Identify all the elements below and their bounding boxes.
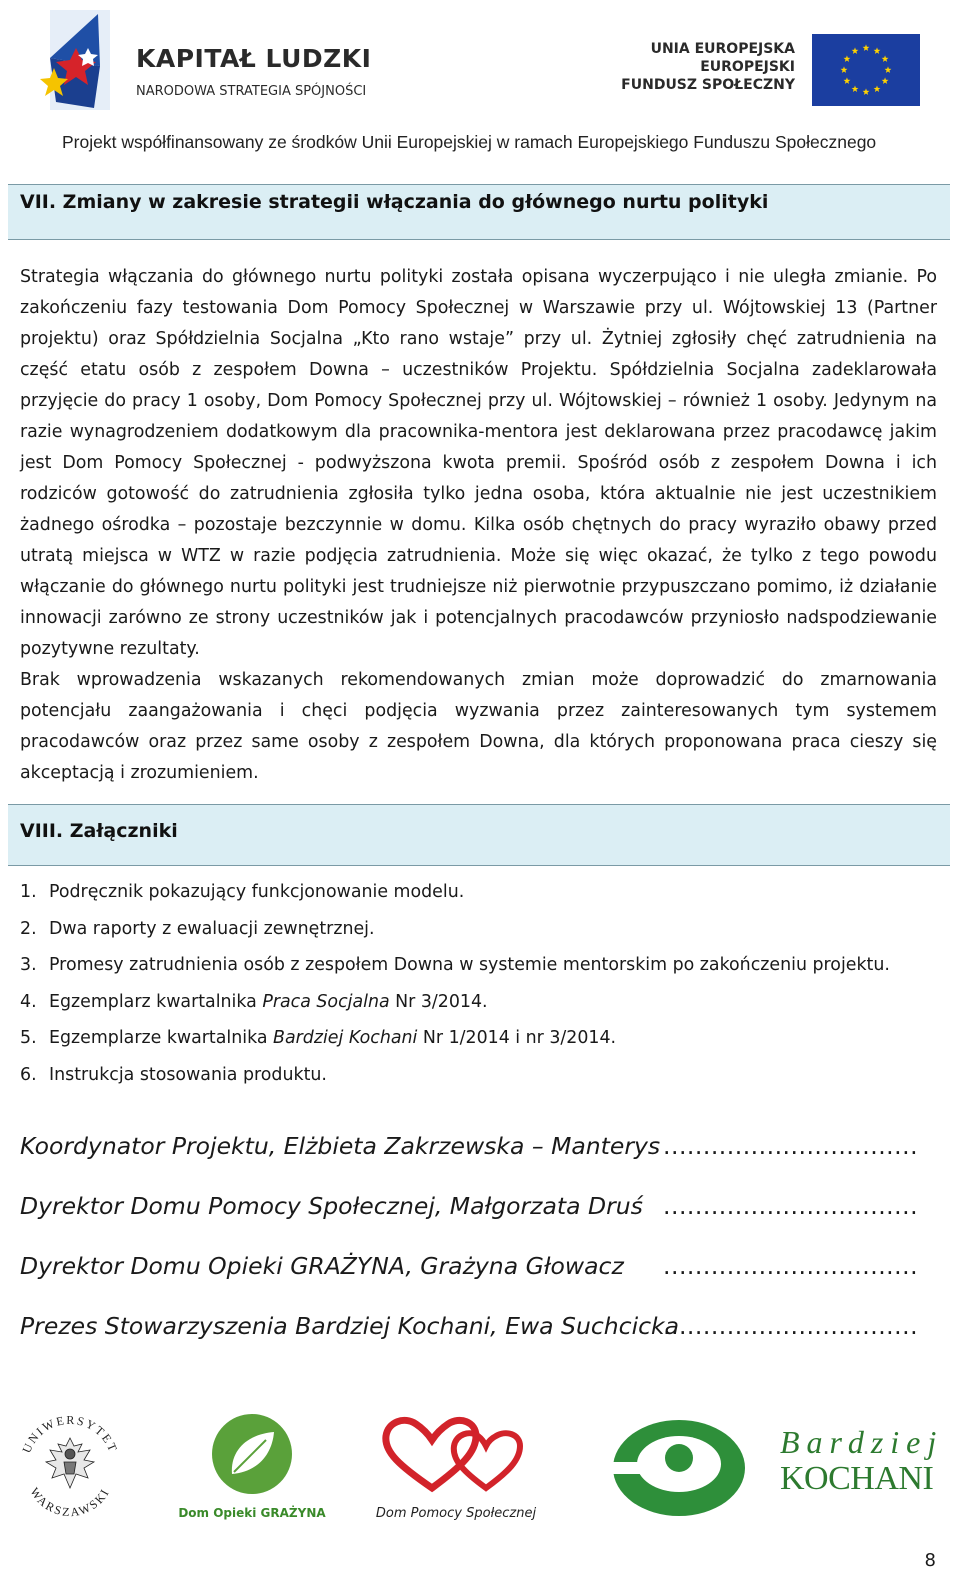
- section-7-header: [8, 184, 950, 240]
- svg-text:WARSZAWSKI: [27, 1485, 112, 1519]
- hearts-icon: [370, 1412, 542, 1498]
- eu-text: [621, 40, 795, 94]
- journal-title: Bardziej Kochani: [273, 1028, 418, 1049]
- kapital-ludzki-subtitle: NARODOWA STRATEGIA SPÓJNOŚCI: [136, 84, 367, 99]
- signature-line: [20, 1252, 940, 1292]
- dps-label: Dom Pomocy Społecznej: [375, 1506, 537, 1521]
- cofinance-note: Projekt współfinansowany ze środków Unii Europejskiej w ramach Europejskiego Funduszu Społecznego: [62, 132, 877, 152]
- page-header: [0, 0, 960, 170]
- dom-pomocy-spolecznej-logo: [370, 1412, 542, 1530]
- kapital-ludzki-title: KAPITAŁ LUDZKI: [136, 44, 372, 73]
- list-item: 5. Egzemplarze kwartalnika Bardziej Kochani Nr 1/2014 i nr 3/2014.: [20, 1028, 617, 1049]
- signature-line: [20, 1132, 940, 1172]
- list-item: 2. Dwa raporty z ewaluacji zewnętrznej.: [20, 918, 375, 939]
- signature-dots: ................................: [663, 1192, 919, 1220]
- eu-line-3: FUNDUSZ SPOŁECZNY: [621, 77, 795, 93]
- signature-line: [20, 1312, 940, 1352]
- list-item: 4. Egzemplarz kwartalnika Praca Socjalna Nr 3/2014.: [20, 991, 488, 1012]
- eu-line-1: UNIA EUROPEJSKA: [650, 41, 795, 57]
- eu-flag-icon: [812, 34, 920, 106]
- attachments-list: [20, 877, 940, 1097]
- section-8-header: [8, 804, 950, 866]
- section-7-paragraph-1: Strategia włączania do głównego nurtu polityki została opisana wyczerpująco i nie uległa zmianie. Po zakończeniu fazy testowania Dom Pomocy Społecznej w Warszawie przy ul. Wójtowskiej 13 (Partner projektu) oraz Spółdzielnia Socjalna „Kto rano wstaje” przy ul. Żytniej zgłosiły chęć zatrudnienia na część etatu osób z zespołem Downa – uczestników Projektu. Spółdzielnia Socjalna zadeklarowała przyjęcie do pracy 1 osoby, Dom Pomocy Społecznej przy ul. Wójtowskiej – również 1 osoby. Jedynym na razie wynagrodzeniem dodatkowym dla pracownika-mentora jest deklarowana przez pracodawcę jakim jest Dom Pomocy Społecznej - podwyższona kwota premii. Spośród osób z zespołem Downa i ich rodziców gotowość do zatrudnienia zgłosiła tylko jedna osoba, która aktualnie nie jest uczestnikiem żadnego ośrodka – pozostaje bezczynnie w domu. Kilka osób chętnych do pracy wyraziło obawy przed utratą miejsca w WTZ w razie podjęcia zatrudnienia. Może się więc okazać, że tylko z tego powodu włączanie do głównego nurtu polityki jest trudniejsze niż pierwotnie przypuszczano pomimo, iż działanie innowacji zarówno ze strony uczestników jak i potencjalnych pracodawców przyniosło nadspodziewanie pozytywne rezultaty.: [20, 267, 937, 659]
- kapital-ludzki-logo: [40, 8, 400, 123]
- university-warsaw-logo-icon: [14, 1408, 126, 1520]
- eu-line-2: EUROPEJSKI: [700, 59, 795, 75]
- signatory-name: Prezes Stowarzyszenia Bardziej Kochani, Ewa Suchcicka: [20, 1312, 680, 1340]
- uw-top-text: UNIWERSYTET: [19, 1412, 121, 1456]
- signatory-name: Dyrektor Domu Opieki GRAŻYNA, Grażyna Głowacz: [20, 1252, 624, 1280]
- signature-dots: ................................: [663, 1312, 919, 1340]
- section-7-title: VII. Zmiany w zakresie strategii włączania do głównego nurtu polityki: [20, 191, 769, 213]
- bk-bottom-text: KOCHANI: [780, 1460, 934, 1497]
- kapital-ludzki-mark-icon: [40, 8, 120, 118]
- section-7-body: [20, 262, 937, 789]
- signatory-name: Koordynator Projektu, Elżbieta Zakrzewska – Manterys: [20, 1132, 661, 1160]
- eu-logo: [621, 30, 920, 110]
- section-8-title: VIII. Załączniki: [20, 820, 178, 842]
- grazyna-label: Dom Opieki GRAŻYNA: [178, 1506, 326, 1520]
- signature-dots: ................................: [663, 1132, 919, 1160]
- signature-dots: ................................: [663, 1252, 919, 1280]
- section-7-paragraph-2: Brak wprowadzenia wskazanych rekomendowanych zmian może doprowadzić do zmarnowania potencjału zaangażowania i chęci podjęcia wyzwania przez zainteresowanych tym systemem pracodawców oraz przez same osoby z zespołem Downa, dla których proponowana praca cieszy się akceptacją i zrozumieniem.: [20, 670, 937, 783]
- page-number: 8: [924, 1550, 936, 1571]
- signature-line: [20, 1192, 940, 1232]
- list-item: 6. Instrukcja stosowania produktu.: [20, 1064, 327, 1085]
- list-item: 1. Podręcznik pokazujący funkcjonowanie modelu.: [20, 882, 465, 902]
- signatory-name: Dyrektor Domu Pomocy Społecznej, Małgorzata Druś: [20, 1192, 643, 1220]
- bardziej-kochani-logo: [778, 1424, 954, 1504]
- journal-title: Praca Socjalna: [262, 991, 390, 1012]
- footer-logos: [0, 1400, 960, 1540]
- bk-top-text: Bardziej: [780, 1424, 944, 1460]
- dom-opieki-grazyna-logo: [174, 1410, 330, 1530]
- stowarzyszenie-logo-icon: [610, 1418, 748, 1518]
- uw-bottom-text: WARSZAWSKI: [27, 1485, 113, 1520]
- grazyna-leaf-icon: [174, 1410, 330, 1498]
- list-item: 3. Promesy zatrudnienia osób z zespołem Downa w systemie mentorskim po zakończeniu projektu.: [20, 955, 890, 976]
